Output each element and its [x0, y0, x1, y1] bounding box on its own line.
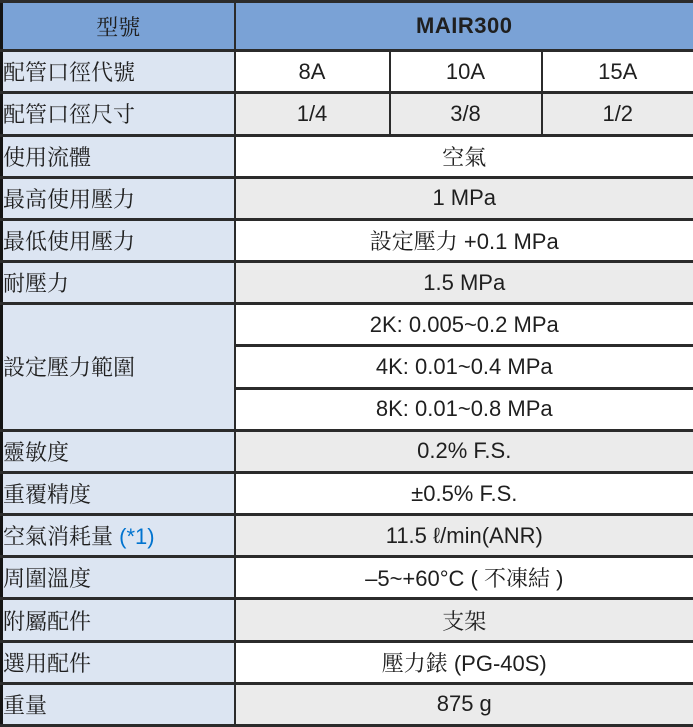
table-row-proof-pressure — [2, 262, 693, 304]
row-label-accessory: 附屬配件 — [2, 599, 235, 641]
row-label-max-pressure: 最高使用壓力 — [2, 177, 235, 219]
table-row-fluid — [2, 135, 693, 177]
row-label-ambient-temp: 周圍溫度 — [2, 557, 235, 599]
row-label-pipe-size: 配管口徑尺寸 — [2, 93, 235, 135]
row-label-sensitivity: 靈敏度 — [2, 430, 235, 472]
footnote-ref-1: (*1) — [119, 524, 155, 550]
pipe-code-10a: 10A — [390, 51, 542, 93]
table-row-sensitivity — [2, 430, 693, 472]
row-label-optional: 選用配件 — [2, 641, 235, 683]
proof-pressure-value: 1.5 MPa — [235, 262, 693, 304]
ambient-temp-value: –5~+60°C ( 不凍結 ) — [235, 557, 693, 599]
table-row-optional — [2, 641, 693, 683]
table-row-set-pressure-2k — [2, 304, 693, 346]
row-label-min-pressure: 最低使用壓力 — [2, 219, 235, 261]
model-name: MAIR300 — [235, 2, 693, 51]
air-consumption-value: 11.5 ℓ/min(ANR) — [235, 515, 693, 557]
set-pressure-2k-value: 2K: 0.005~0.2 MPa — [235, 304, 693, 346]
sensitivity-value: 0.2% F.S. — [235, 430, 693, 472]
pipe-code-15a: 15A — [542, 51, 693, 93]
table-row-model — [2, 2, 693, 51]
max-pressure-value: 1 MPa — [235, 177, 693, 219]
accessory-value: 支架 — [235, 599, 693, 641]
fluid-value: 空氣 — [235, 135, 693, 177]
table-row-min-pressure — [2, 219, 693, 261]
row-label-repeatability: 重覆精度 — [2, 472, 235, 514]
pipe-code-8a: 8A — [235, 51, 390, 93]
air-consumption-label-text: 空氣消耗量 — [3, 524, 114, 550]
row-label-fluid: 使用流體 — [2, 135, 235, 177]
row-label-air-consumption — [2, 515, 235, 557]
table-row-repeatability — [2, 472, 693, 514]
table-row-accessory — [2, 599, 693, 641]
repeatability-value: ±0.5% F.S. — [235, 472, 693, 514]
table-row-ambient-temp — [2, 557, 693, 599]
row-label-weight: 重量 — [2, 683, 235, 725]
table-row-pipe-size — [2, 93, 693, 135]
table-row-pipe-code — [2, 51, 693, 93]
set-pressure-8k-value: 8K: 0.01~0.8 MPa — [235, 388, 693, 430]
table-row-max-pressure — [2, 177, 693, 219]
optional-value: 壓力錶 (PG-40S) — [235, 641, 693, 683]
min-pressure-value: 設定壓力 +0.1 MPa — [235, 219, 693, 261]
row-label-pipe-code: 配管口徑代號 — [2, 51, 235, 93]
row-label-proof-pressure: 耐壓力 — [2, 262, 235, 304]
weight-value: 875 g — [235, 683, 693, 725]
row-label-set-pressure-range: 設定壓力範圍 — [2, 304, 235, 431]
pipe-size-1-2: 1/2 — [542, 93, 693, 135]
pipe-size-1-4: 1/4 — [235, 93, 390, 135]
table-row-weight — [2, 683, 693, 725]
table-row-air-consumption — [2, 515, 693, 557]
model-header-label: 型號 — [2, 2, 235, 51]
pipe-size-3-8: 3/8 — [390, 93, 542, 135]
set-pressure-4k-value: 4K: 0.01~0.4 MPa — [235, 346, 693, 388]
